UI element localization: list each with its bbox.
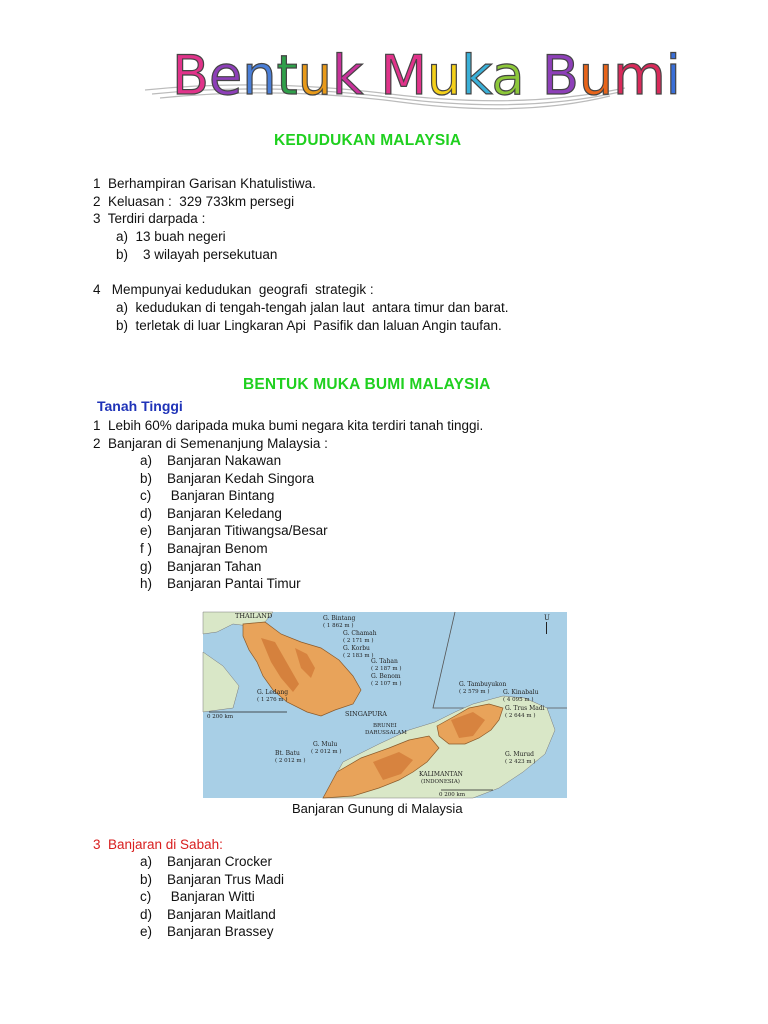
item-label: f ) [140, 540, 152, 556]
list-item [140, 505, 328, 523]
item-label: e) [140, 523, 153, 539]
item-name: Banjaran Kedah Singora [167, 470, 315, 486]
item-name: Banjaran Maitland [167, 906, 276, 922]
banner-letter [363, 44, 380, 107]
item-label: a) [140, 854, 153, 869]
list-item: 2 Keluasan : 329 733km persegi [93, 194, 295, 209]
item-name: Banajran Benom [167, 540, 268, 556]
label-mulu: G. Mulu [313, 741, 338, 748]
item-name: Banjaran Crocker [167, 854, 273, 869]
banner-letter: M [380, 44, 427, 107]
item-name: Banjaran Bintang [167, 488, 275, 504]
list-item [140, 906, 284, 924]
item-label: c) [140, 488, 152, 504]
list-item [140, 540, 328, 558]
list-item [140, 522, 328, 540]
banner-letter: n [242, 44, 277, 107]
list-subitem: a) kedudukan di tengah-tengah jalan laut antara timur dan barat. [116, 300, 509, 315]
item-label: c) [140, 889, 152, 905]
item-name: Banjaran Witti [167, 889, 255, 905]
banner-letter: u [578, 44, 614, 107]
label-brunei: BRUNEI [373, 723, 397, 729]
list-subitem: a) 13 buah negeri [116, 229, 226, 244]
label-tambuyukon: G. Tambuyukon [459, 681, 507, 688]
item-label: d) [140, 906, 153, 922]
scale-label-2: 0 200 km [439, 792, 466, 798]
label-chamah-h: ( 2 171 m ) [343, 638, 374, 644]
label-tambuyukon-h: ( 2 579 m ) [459, 689, 490, 695]
banner-title [140, 38, 681, 108]
list-item [140, 470, 328, 488]
list-item [140, 487, 328, 505]
list-subitem: b) terletak di luar Lingkaran Api Pasifik dan laluan Angin taufan. [116, 318, 502, 333]
item-name: Banjaran Keledang [167, 505, 282, 521]
label-kalimantan: KALIMANTAN [419, 771, 463, 778]
banner-letter: i [665, 44, 681, 107]
label-korbu-h: ( 2 183 m ) [343, 653, 374, 659]
item-name: Banjaran Pantai Timur [167, 576, 301, 592]
item-name: Banjaran Nakawan [167, 453, 282, 468]
label-korbu: G. Korbu [343, 645, 370, 652]
label-tahan: G. Tahan [371, 658, 398, 665]
item-label: e) [140, 924, 153, 940]
list-item [140, 888, 284, 906]
scale-label-1: 0 200 km [207, 714, 234, 720]
label-thailand: THAILAND [235, 612, 273, 620]
label-mulu-h: ( 2 012 m ) [311, 749, 342, 755]
label-bintang-h: ( 1 862 m ) [323, 623, 354, 629]
label-benom: G. Benom [371, 673, 401, 680]
banner-letter: u [426, 44, 462, 107]
map-caption: Banjaran Gunung di Malaysia [292, 801, 463, 816]
item-label: d) [140, 505, 153, 521]
subtitle-tanah-tinggi: Tanah Tinggi [97, 398, 183, 414]
north-arrow-label: U [544, 614, 550, 622]
range-list-semenanjung [140, 452, 328, 593]
item-label: b) [140, 871, 153, 887]
section-title-bentuk: BENTUK MUKA BUMI MALAYSIA [243, 376, 491, 393]
banner-letter: k [331, 44, 364, 107]
range-list-sabah [140, 853, 284, 941]
label-singapura: SINGAPURA [345, 710, 387, 718]
banner-letter: u [297, 44, 332, 107]
list-item [140, 575, 328, 593]
item-name: Banjaran Trus Madi [167, 871, 285, 887]
label-murud: G. Murud [505, 751, 534, 758]
item-label: g) [140, 558, 153, 574]
label-trusmadi: G. Trus Madi [505, 705, 545, 712]
section-title-sabah: 3 Banjaran di Sabah: [93, 837, 223, 852]
label-kinabalu-h: ( 4 095 m ) [503, 697, 534, 703]
item-name: Banjaran Tahan [167, 558, 262, 574]
item-name: Banjaran Brassey [167, 924, 274, 940]
item-label: a) [140, 453, 153, 468]
list-item: 2 Banjaran di Semenanjung Malaysia : [93, 436, 328, 451]
label-batu: Bt. Batu [275, 750, 300, 757]
banner-letter: a [491, 44, 525, 107]
label-murud-h: ( 2 423 m ) [505, 759, 536, 765]
banner-letter: k [461, 44, 492, 107]
banner-letter: e [209, 44, 243, 107]
section-title-kedudukan: KEDUDUKAN MALAYSIA [274, 132, 462, 149]
list-item [140, 871, 284, 889]
label-ledang: G. Ledang [257, 689, 289, 696]
banner-letter: m [613, 44, 666, 107]
list-item: 1 Lebih 60% daripada muka bumi negara kita terdiri tanah tinggi. [93, 418, 484, 433]
label-darussalam: DARUSSALAM [365, 730, 407, 736]
item-name: Banjaran Titiwangsa/Besar [167, 523, 328, 539]
label-tahan-h: ( 2 187 m ) [371, 666, 402, 672]
label-bintang: G. Bintang [323, 615, 356, 622]
mountain-map [203, 612, 567, 798]
label-benom-h: ( 2 107 m ) [371, 681, 402, 687]
list-item [140, 452, 328, 470]
list-item [140, 853, 284, 871]
item-label: h) [140, 576, 153, 592]
banner-letter: B [172, 44, 210, 107]
label-kinabalu: G. Kinabalu [503, 689, 539, 696]
list-item [140, 923, 284, 941]
label-trusmadi-h: ( 2 644 m ) [505, 713, 536, 719]
banner-letter: B [541, 44, 579, 107]
banner-letter: t [276, 44, 298, 107]
list-item: 1 Berhampiran Garisan Khatulistiwa. [93, 176, 316, 191]
list-item [140, 558, 328, 576]
label-chamah: G. Chamah [343, 630, 377, 637]
list-subitem: b) 3 wilayah persekutuan [116, 247, 278, 262]
list-item: 3 Terdiri darpada : [93, 211, 206, 226]
list-item: 4 Mempunyai kedudukan geografi strategik : [93, 282, 374, 297]
banner-letter [525, 44, 542, 107]
item-label: b) [140, 470, 153, 486]
label-indonesia: (INDONESIA) [421, 779, 460, 785]
label-batu-h: ( 2 012 m ) [275, 758, 306, 764]
banner-text [172, 44, 681, 107]
label-ledang-h: ( 1 276 m ) [257, 697, 288, 703]
